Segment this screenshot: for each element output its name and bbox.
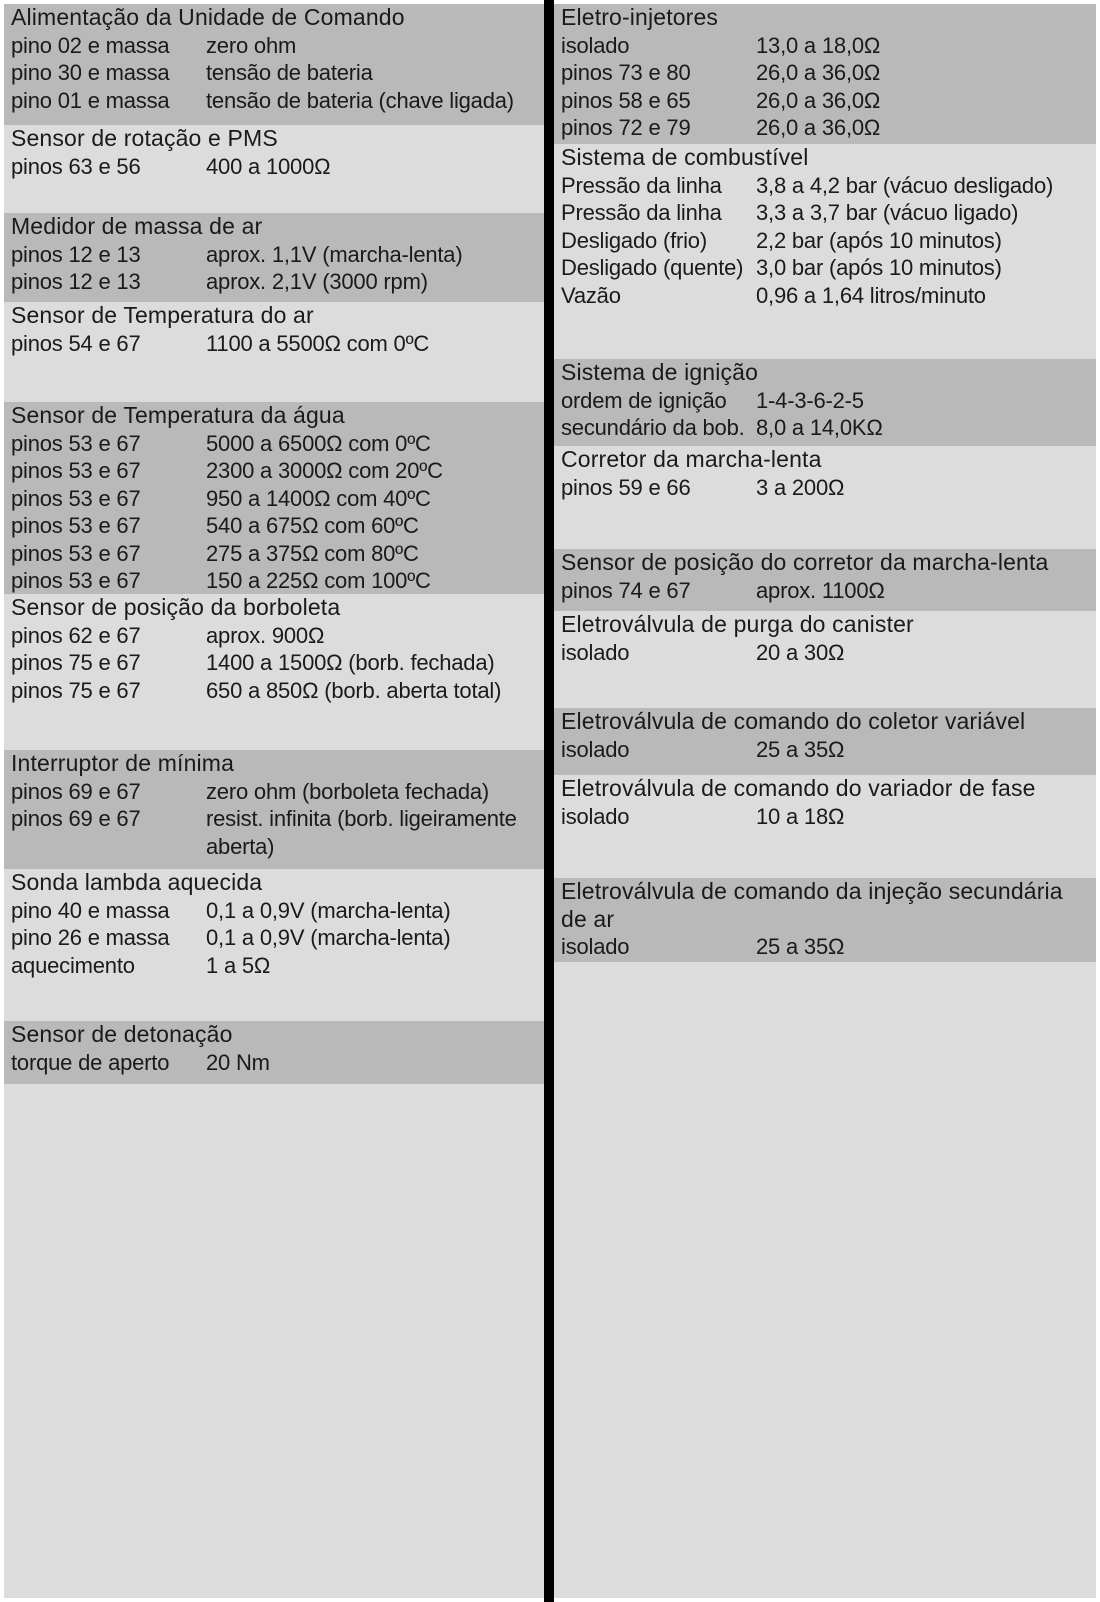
spec-label: pinos 62 e 67 — [11, 622, 141, 648]
spec-value: tensão de bateria (chave ligada) — [206, 87, 514, 113]
spec-row — [11, 952, 538, 980]
section-sensor-de-posicao-da-borboleta — [4, 594, 544, 750]
spec-value: 1400 a 1500Ω (borb. fechada) — [206, 650, 495, 675]
spec-row — [561, 227, 1090, 255]
column-divider — [544, 0, 554, 1602]
spec-row — [561, 803, 1090, 831]
spec-label: pinos 53 e 67 — [11, 513, 141, 538]
section-title: Interruptor de mínima — [11, 750, 235, 776]
section-sonda-lambda-aquecida — [4, 869, 544, 1021]
spec-value: 26,0 a 36,0Ω — [756, 115, 881, 140]
spec-label: Desligado (quente) — [561, 255, 744, 280]
spec-value: 650 a 850Ω (borb. aberta total) — [206, 677, 502, 703]
spec-row — [11, 430, 538, 458]
spec-row — [11, 622, 538, 650]
section-sensor-de-posicao-do-corretor-da-marcha-lenta — [554, 549, 1096, 611]
spec-row — [11, 87, 538, 115]
section-eletrovalvula-de-comando-do-coletor-variavel — [554, 708, 1096, 775]
spec-value: 950 a 1400Ω com 40ºC — [206, 485, 431, 511]
section-title: Sensor de detonação — [11, 1021, 233, 1047]
spec-row — [11, 268, 538, 296]
spec-value: 25 a 35Ω — [756, 934, 845, 959]
spec-value: 13,0 a 18,0Ω — [756, 32, 881, 58]
spec-value: 20 Nm — [206, 1049, 270, 1075]
section-title: Eletro-injetores — [561, 4, 719, 30]
spec-row — [11, 805, 538, 860]
spec-row — [11, 1049, 538, 1077]
spec-label: pinos 53 e 67 — [11, 430, 141, 456]
spec-row — [561, 639, 1090, 667]
spec-label: pinos 53 e 67 — [11, 568, 141, 593]
spec-row — [561, 254, 1090, 282]
spec-row — [11, 330, 538, 358]
spec-label: Vazão — [561, 282, 621, 308]
spec-value: 8,0 a 14,0KΩ — [756, 415, 883, 440]
spec-row — [11, 59, 538, 87]
spec-value: 1100 a 5500Ω com 0ºC — [206, 330, 430, 356]
spec-label: pino 01 e massa — [11, 87, 170, 113]
spec-value: aprox. 2,1V (3000 rpm) — [206, 269, 428, 294]
spec-row — [11, 567, 538, 595]
spec-row — [11, 649, 538, 677]
section-title: Sonda lambda aquecida — [11, 869, 263, 895]
spec-row — [561, 474, 1090, 502]
section-sensor-de-temperatura-do-ar — [4, 302, 544, 402]
spec-label: isolado — [561, 934, 630, 959]
spec-label: pinos 74 e 67 — [561, 577, 691, 603]
spec-value: tensão de bateria — [206, 60, 373, 85]
spec-label: Pressão da linha — [561, 172, 722, 198]
section-interruptor-de-minima — [4, 750, 544, 869]
spec-value: 3 a 200Ω — [756, 474, 845, 500]
spec-row — [561, 172, 1090, 200]
spec-label: pinos 72 e 79 — [561, 115, 691, 140]
spec-label: secundário da bob. — [561, 415, 745, 440]
section-sistema-de-combustivel — [554, 144, 1096, 359]
spec-label: Desligado (frio) — [561, 227, 707, 253]
spec-value: 26,0 a 36,0Ω — [756, 60, 881, 85]
spec-value: 25 a 35Ω — [756, 736, 845, 762]
spec-row — [561, 282, 1090, 310]
spec-row — [561, 933, 1090, 961]
spec-value: 0,96 a 1,64 litros/minuto — [756, 282, 986, 308]
spec-row — [11, 32, 538, 60]
spec-label: aquecimento — [11, 952, 135, 978]
section-title: Sensor de Temperatura do ar — [11, 302, 314, 328]
spec-value: 3,8 a 4,2 bar (vácuo desligado) — [756, 172, 1054, 198]
spec-row — [11, 153, 538, 181]
spec-value: aprox. 1100Ω — [756, 577, 885, 603]
section-corretor-da-marcha-lenta — [554, 446, 1096, 549]
spec-row — [561, 87, 1090, 115]
spec-row — [561, 387, 1090, 415]
spec-label: isolado — [561, 803, 630, 829]
spec-value: 275 a 375Ω com 80ºC — [206, 540, 419, 566]
spec-value: 0,1 a 0,9V (marcha-lenta) — [206, 925, 451, 950]
spec-value: 26,0 a 36,0Ω — [756, 87, 881, 113]
section-sensor-de-rotacao-e-pms — [4, 125, 544, 213]
section-eletro-injetores — [554, 4, 1096, 144]
spec-label: pinos 12 e 13 — [11, 241, 141, 267]
spec-label: pinos 53 e 67 — [11, 485, 141, 511]
section-title: Sensor de rotação e PMS — [11, 125, 278, 151]
spec-label: pinos 59 e 66 — [561, 474, 691, 500]
spec-row — [11, 457, 538, 485]
section-eletrovalvula-de-comando-do-variador-de-fase — [554, 775, 1096, 878]
spec-row — [561, 736, 1090, 764]
spec-value: 5000 a 6500Ω com 0ºC — [206, 430, 431, 456]
spec-row — [11, 512, 538, 540]
spec-value: 2,2 bar (após 10 minutos) — [756, 227, 1002, 253]
spec-value: 10 a 18Ω — [756, 803, 845, 829]
spec-row — [11, 241, 538, 269]
spec-row — [11, 540, 538, 568]
spec-value: 20 a 30Ω — [756, 639, 845, 665]
spec-label: ordem de ignição — [561, 387, 727, 413]
spec-row — [11, 924, 538, 952]
spec-row — [561, 199, 1090, 227]
section-eletrovalvula-de-comando-da-injecao-secundaria-de-ar — [554, 878, 1096, 962]
spec-label: torque de aperto — [11, 1049, 170, 1075]
spec-value: aprox. 900Ω — [206, 622, 325, 648]
section-sensor-de-detonacao — [4, 1021, 544, 1084]
section-medidor-de-massa-de-ar — [4, 213, 544, 302]
spec-row — [561, 577, 1090, 605]
section-title: Sistema de combustível — [561, 144, 809, 170]
spec-value: resist. infinita (borb. ligeiramente aberta) — [206, 806, 517, 859]
section-title: Eletroválvula de purga do canister — [561, 611, 914, 637]
section-eletrovalvula-de-purga-do-canister — [554, 611, 1096, 708]
spec-label: isolado — [561, 639, 630, 665]
spec-value: 3,0 bar (após 10 minutos) — [756, 255, 1002, 280]
spec-value: 540 a 675Ω com 60ºC — [206, 513, 419, 538]
spec-label: pinos 69 e 67 — [11, 778, 141, 804]
section-title: Eletroválvula de comando do coletor variável — [561, 708, 1026, 734]
left-column — [4, 4, 544, 1598]
spec-row — [561, 114, 1090, 142]
spec-label: pinos 63 e 56 — [11, 153, 141, 179]
spec-label: pino 26 e massa — [11, 925, 170, 950]
spec-label: pinos 58 e 65 — [561, 87, 691, 113]
spec-row — [11, 485, 538, 513]
spec-value: 1 a 5Ω — [206, 952, 271, 978]
spec-row — [11, 897, 538, 925]
section-title: Eletroválvula de comando da injeção secundária de ar — [561, 878, 1063, 932]
spec-label: pino 40 e massa — [11, 897, 170, 923]
spec-label: pinos 54 e 67 — [11, 330, 141, 356]
section-title: Corretor da marcha-lenta — [561, 446, 822, 472]
section-title: Medidor de massa de ar — [11, 213, 263, 239]
section-title: Sensor de Temperatura da água — [11, 402, 345, 428]
section-title: Sensor de posição do corretor da marcha-lenta — [561, 549, 1049, 575]
spec-label: isolado — [561, 32, 630, 58]
section-title: Sensor de posição da borboleta — [11, 594, 341, 620]
spec-value: 2300 a 3000Ω com 20ºC — [206, 458, 443, 483]
spec-value: zero ohm — [206, 32, 297, 58]
spec-value: 150 a 225Ω com 100ºC — [206, 568, 431, 593]
spec-value: 3,3 a 3,7 bar (vácuo ligado) — [756, 200, 1019, 225]
spec-row — [11, 778, 538, 806]
spec-label: pinos 69 e 67 — [11, 806, 141, 831]
spec-label: pinos 75 e 67 — [11, 677, 141, 703]
section-alimentacao-da-unidade-de-comando — [4, 4, 544, 125]
right-column — [554, 4, 1096, 1598]
spec-label: isolado — [561, 736, 630, 762]
section-title: Sistema de ignição — [561, 359, 759, 385]
spec-label: pinos 53 e 67 — [11, 458, 141, 483]
spec-row — [561, 414, 1090, 442]
spec-label: pino 30 e massa — [11, 60, 170, 85]
spec-value: 1-4-3-6-2-5 — [756, 387, 864, 413]
section-sensor-de-temperatura-da-agua — [4, 402, 544, 594]
spec-value: aprox. 1,1V (marcha-lenta) — [206, 241, 463, 267]
spec-value: zero ohm (borboleta fechada) — [206, 778, 490, 804]
spec-row — [561, 32, 1090, 60]
section-title: Eletroválvula de comando do variador de fase — [561, 775, 1036, 801]
spec-label: pinos 53 e 67 — [11, 540, 141, 566]
spec-label: pinos 73 e 80 — [561, 60, 691, 85]
spec-label: pinos 75 e 67 — [11, 650, 141, 675]
section-title: Alimentação da Unidade de Comando — [11, 4, 405, 30]
spec-value: 0,1 a 0,9V (marcha-lenta) — [206, 897, 451, 923]
spec-row — [11, 677, 538, 705]
spec-value: 400 a 1000Ω — [206, 153, 331, 179]
spec-label: pino 02 e massa — [11, 32, 170, 58]
spec-row — [561, 59, 1090, 87]
spec-label: pinos 12 e 13 — [11, 269, 141, 294]
section-sistema-de-ignicao — [554, 359, 1096, 446]
spec-label: Pressão da linha — [561, 200, 722, 225]
